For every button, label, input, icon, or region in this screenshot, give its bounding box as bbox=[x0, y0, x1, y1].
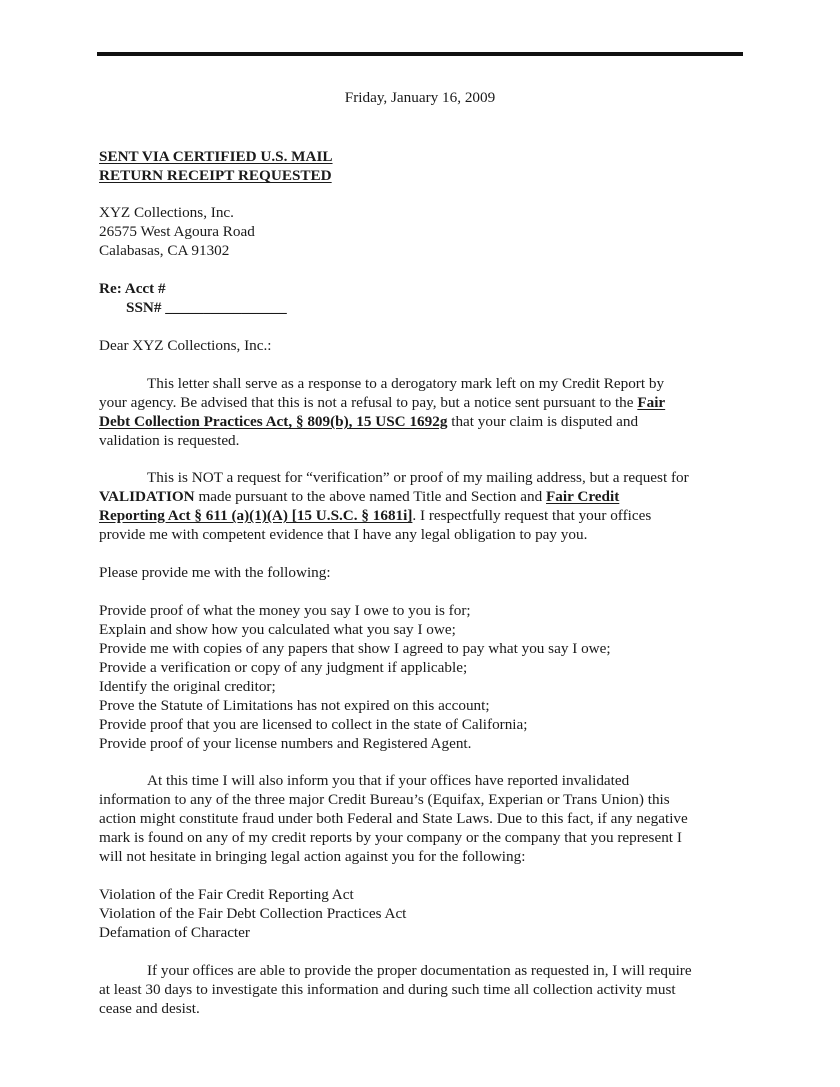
para1-text: your agency. Be advised that this is not a refusal to pay, but a notice sent pursuant to the bbox=[99, 394, 638, 411]
fcra-citation: Fair Credit bbox=[546, 488, 620, 505]
request-item: Provide proof of what the money you say I owe to you is for; bbox=[99, 602, 471, 619]
para3-line: At this time I will also inform you that if your offices have reported invalidated bbox=[147, 772, 630, 789]
para2-text: made pursuant to the above named Title and Section and bbox=[194, 488, 547, 505]
para1-line-3 bbox=[99, 412, 638, 431]
para3-line: mark is found on any of my credit reports by your company or the company that you represent I bbox=[99, 829, 682, 846]
para4-line: cease and desist. bbox=[99, 1000, 200, 1017]
para1-text: that your claim is disputed and bbox=[447, 413, 639, 430]
para1-line-1: This letter shall serve as a response to a derogatory mark left on my Credit Report by bbox=[147, 375, 665, 392]
letter-date: Friday, January 16, 2009 bbox=[344, 89, 496, 106]
violation-item: Defamation of Character bbox=[99, 924, 250, 941]
request-item: Provide me with copies of any papers that show I agreed to pay what you say I owe; bbox=[99, 640, 611, 657]
para3-line: action might constitute fraud under both Federal and State Laws. Due to this fact, if any negative bbox=[99, 810, 688, 827]
para2-line-4: provide me with competent evidence that I have any legal obligation to pay you. bbox=[99, 526, 588, 543]
header-rule bbox=[97, 52, 743, 56]
request-item: Explain and show how you calculated what you say I owe; bbox=[99, 621, 456, 638]
para4-line: If your offices are able to provide the proper documentation as requested in, I will require bbox=[147, 962, 692, 979]
recipient-name: XYZ Collections, Inc. bbox=[99, 204, 234, 221]
para1-line-2 bbox=[99, 393, 665, 412]
para2-text: . I respectfully request that your offices bbox=[412, 507, 652, 524]
mailing-line-2: RETURN RECEIPT REQUESTED bbox=[99, 167, 332, 184]
re-ssn: SSN# ________________ bbox=[126, 299, 287, 316]
para3-line: information to any of the three major Credit Bureau’s (Equifax, Experian or Trans Union) this bbox=[99, 791, 670, 808]
recipient-street: 26575 West Agoura Road bbox=[99, 223, 255, 240]
mailing-line-1: SENT VIA CERTIFIED U.S. MAIL bbox=[99, 148, 333, 165]
fdcpa-citation: Fair bbox=[637, 394, 666, 411]
salutation: Dear XYZ Collections, Inc.: bbox=[99, 337, 272, 354]
fdcpa-citation: Debt Collection Practices Act, § 809(b), 15 USC 1692g bbox=[99, 413, 448, 430]
request-item: Prove the Statute of Limitations has not expired on this account; bbox=[99, 697, 490, 714]
request-item: Identify the original creditor; bbox=[99, 678, 276, 695]
para2-line-2 bbox=[99, 487, 619, 506]
validation-term: VALIDATION bbox=[99, 488, 195, 505]
para2-line-1: This is NOT a request for “verification” or proof of my mailing address, but a request for bbox=[147, 469, 689, 486]
para4-line: at least 30 days to investigate this information and during such time all collection activity must bbox=[99, 981, 676, 998]
violation-item: Violation of the Fair Credit Reporting Act bbox=[99, 886, 354, 903]
fcra-citation: Reporting Act § 611 (a)(1)(A) [15 U.S.C. § 1681i] bbox=[99, 507, 413, 524]
request-intro: Please provide me with the following: bbox=[99, 564, 331, 581]
violation-item: Violation of the Fair Debt Collection Practices Act bbox=[99, 905, 407, 922]
para1-line-4: validation is requested. bbox=[99, 432, 240, 449]
para3-line: will not hesitate in bringing legal action against you for the following: bbox=[99, 848, 526, 865]
request-item: Provide proof that you are licensed to collect in the state of California; bbox=[99, 716, 528, 733]
re-account: Re: Acct # bbox=[99, 280, 166, 297]
request-item: Provide proof of your license numbers and Registered Agent. bbox=[99, 735, 472, 752]
para2-line-3 bbox=[99, 506, 651, 525]
recipient-city: Calabasas, CA 91302 bbox=[99, 242, 230, 259]
request-item: Provide a verification or copy of any judgment if applicable; bbox=[99, 659, 468, 676]
